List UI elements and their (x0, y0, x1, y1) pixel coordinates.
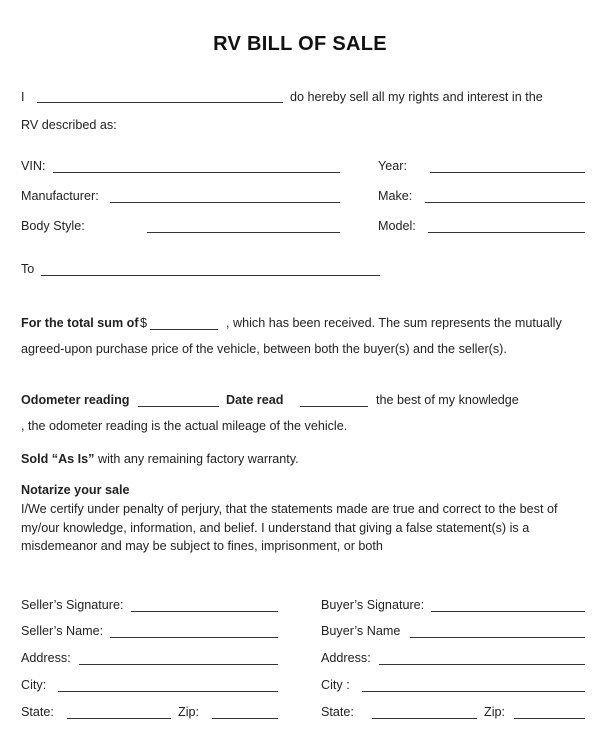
buyer-city-field[interactable] (362, 691, 585, 692)
notarize-text: I/We certify under penalty of perjury, that the statements made are true and correct to the best of my/our knowledge, information, and belief. I understand that giving a false statement(s) is a misdemeanor and may be subject to fines, imprisonment, or both (21, 502, 558, 553)
seller-zip-field[interactable] (212, 718, 278, 719)
seller-name-field[interactable] (110, 637, 278, 638)
odometer-field[interactable] (138, 406, 219, 407)
sum-suffix: , which has been received. The sum represents the mutually (226, 316, 562, 330)
make-field[interactable] (425, 202, 585, 203)
buyer-address-label: Address: (321, 651, 371, 665)
currency-symbol: $ (140, 316, 148, 330)
document-title: RV BILL OF SALE (213, 33, 387, 55)
buyer-city-label: City : (321, 678, 350, 692)
body-style-field[interactable] (147, 232, 340, 233)
buyer-name-label: Buyer’s Name (321, 624, 401, 638)
seller-address-label: Address: (21, 651, 71, 665)
date-read-field[interactable] (300, 406, 368, 407)
sold-as-is-rest: with any remaining factory warranty. (97, 452, 299, 466)
model-label: Model: (378, 219, 416, 233)
seller-zip-label: Zip: (178, 705, 199, 719)
buyer-name-field[interactable] (410, 637, 585, 638)
seller-state-field[interactable] (67, 718, 171, 719)
year-label: Year: (378, 159, 407, 173)
seller-name-label: Seller’s Name: (21, 624, 104, 638)
seller-city-label: City: (21, 678, 47, 692)
buyer-zip-field[interactable] (514, 718, 585, 719)
odometer-suffix: the best of my knowledge (376, 393, 519, 407)
intro-prefix: I (21, 90, 25, 104)
intro-line2: RV described as: (21, 118, 117, 132)
buyer-signature-label: Buyer’s Signature: (321, 598, 425, 612)
notarize-heading: Notarize your sale (21, 483, 130, 497)
date-read-label: Date read (226, 393, 284, 407)
make-label: Make: (378, 189, 413, 203)
intro-suffix: do hereby sell all my rights and interest in the (290, 90, 543, 104)
buyer-to-field[interactable] (41, 275, 380, 276)
model-field[interactable] (428, 232, 585, 233)
sold-as-is-bold: Sold “As Is” (21, 452, 95, 466)
odometer-label: Odometer reading (21, 393, 130, 407)
buyer-state-field[interactable] (372, 718, 477, 719)
buyer-address-field[interactable] (379, 664, 585, 665)
sum-field[interactable] (150, 329, 218, 330)
sum-label: For the total sum of (21, 316, 139, 330)
seller-name-blank[interactable] (37, 102, 283, 103)
vin-label: VIN: (21, 159, 46, 173)
year-field[interactable] (430, 172, 585, 173)
to-label: To (21, 262, 35, 276)
odometer-line2: , the odometer reading is the actual mileage of the vehicle. (21, 419, 348, 433)
sold-as-is (21, 451, 299, 467)
seller-signature-label: Seller’s Signature: (21, 598, 124, 612)
buyer-signature-field[interactable] (431, 611, 585, 612)
body-style-label: Body Style: (21, 219, 85, 233)
sum-line2: agreed-upon purchase price of the vehicle, between both the buyer(s) and the seller(s). (21, 342, 507, 356)
seller-address-field[interactable] (79, 664, 278, 665)
manufacturer-field[interactable] (110, 202, 340, 203)
vin-field[interactable] (53, 172, 340, 173)
seller-state-label: State: (21, 705, 54, 719)
buyer-zip-label: Zip: (484, 705, 505, 719)
seller-signature-field[interactable] (131, 611, 278, 612)
buyer-state-label: State: (321, 705, 354, 719)
seller-city-field[interactable] (58, 691, 278, 692)
manufacturer-label: Manufacturer: (21, 189, 99, 203)
